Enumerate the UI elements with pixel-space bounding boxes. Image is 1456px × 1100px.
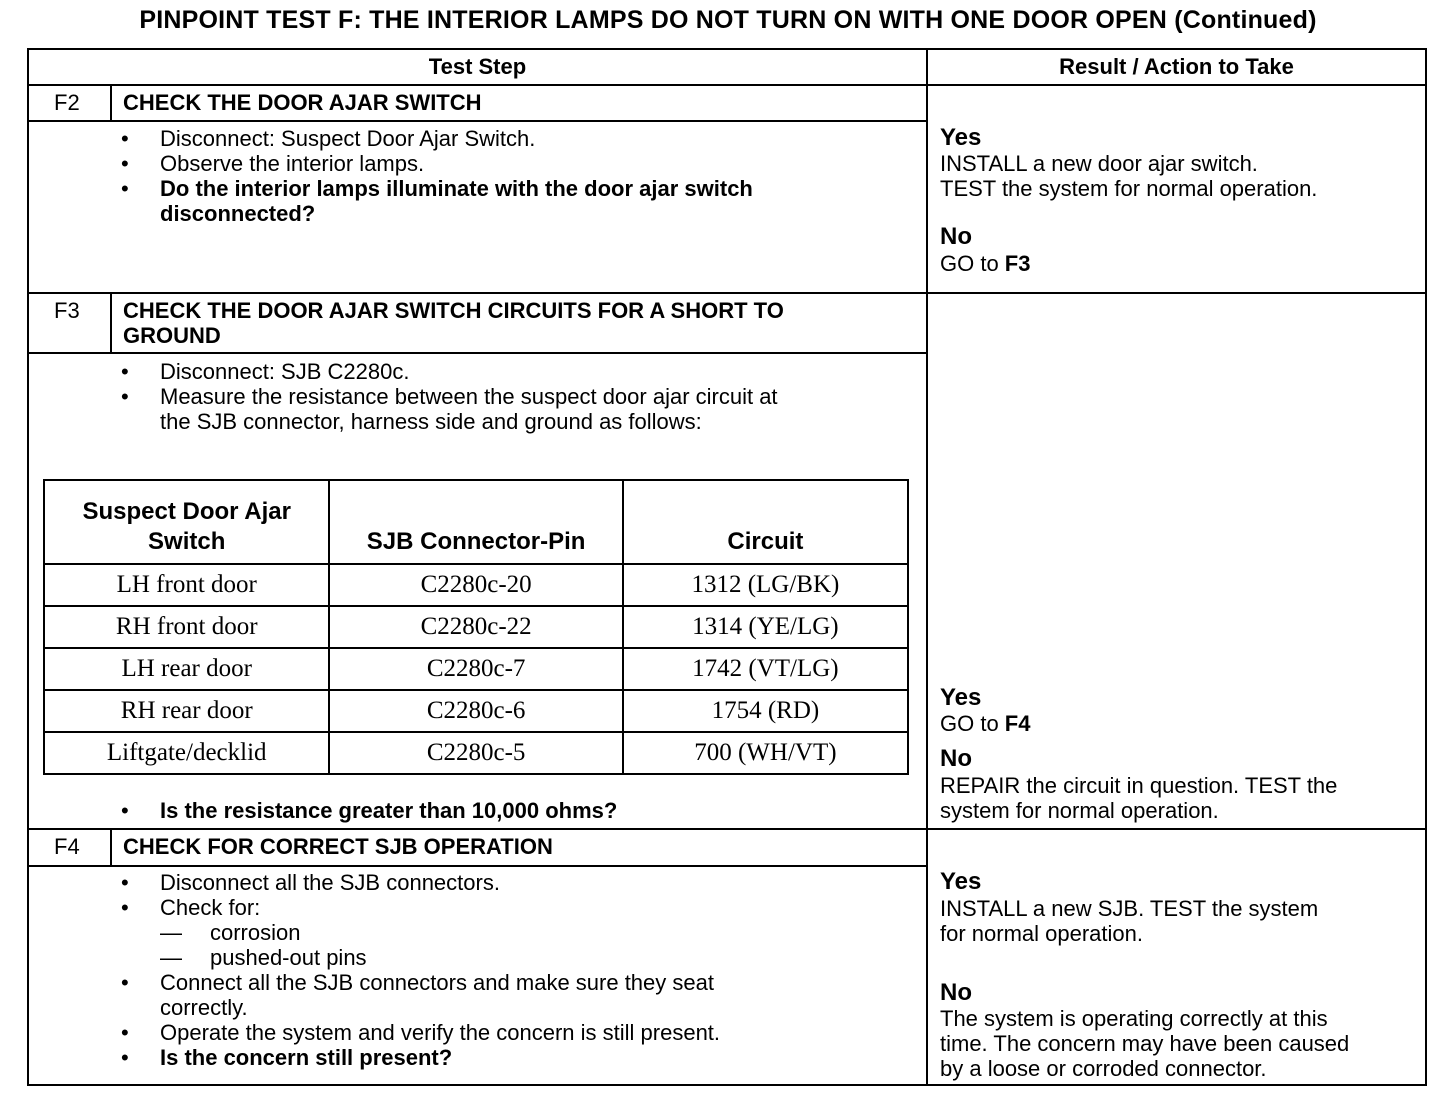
f4-id-divider bbox=[110, 828, 112, 866]
bullet-icon: • bbox=[121, 870, 129, 895]
f4-step-2: Check for: bbox=[160, 895, 261, 920]
f2-heading-rule bbox=[27, 120, 927, 122]
column-divider bbox=[926, 48, 928, 1086]
bullet-icon: • bbox=[121, 384, 129, 409]
bullet-icon: • bbox=[121, 895, 129, 920]
f4-no-line-3: by a loose or corroded connector. bbox=[940, 1056, 1267, 1081]
col-circuit: Circuit bbox=[623, 480, 908, 564]
f3-heading-rule bbox=[27, 352, 927, 354]
f4-sub-2: pushed-out pins bbox=[210, 945, 367, 970]
f3-yes-label: Yes bbox=[940, 684, 982, 711]
f2-bottom-rule bbox=[27, 292, 1427, 294]
table-row bbox=[44, 648, 908, 690]
col-connector-pin: SJB Connector-Pin bbox=[329, 480, 622, 564]
f4-step-1: Disconnect all the SJB connectors. bbox=[160, 870, 500, 895]
switch-cell: RH rear door bbox=[44, 690, 329, 732]
circuit-cell: 1754 (RD) bbox=[623, 690, 908, 732]
f3-yes-ref: F4 bbox=[1004, 711, 1031, 736]
pin-cell: C2280c-5 bbox=[329, 732, 622, 774]
f3-heading-line-1: CHECK THE DOOR AJAR SWITCH CIRCUITS FOR A SHORT TO bbox=[123, 298, 784, 323]
f3-no-label: No bbox=[940, 745, 972, 772]
f4-step-id: F4 bbox=[54, 834, 80, 859]
switch-cell: LH front door bbox=[44, 564, 329, 606]
col-suspect-switch bbox=[44, 480, 329, 564]
circuit-cell: 1742 (VT/LG) bbox=[623, 648, 908, 690]
f4-no-line-1: The system is operating correctly at this bbox=[940, 1006, 1328, 1031]
pin-cell: C2280c-22 bbox=[329, 606, 622, 648]
f2-no-action bbox=[940, 251, 1030, 276]
f4-heading-rule bbox=[27, 865, 927, 867]
f3-no-line-2: system for normal operation. bbox=[940, 798, 1219, 823]
f3-yes-text: GO to bbox=[940, 711, 1005, 736]
f2-no-label: No bbox=[940, 223, 972, 250]
bullet-icon: • bbox=[121, 359, 129, 384]
connector-pin-table bbox=[43, 479, 909, 775]
table-row bbox=[44, 564, 908, 606]
bullet-icon: • bbox=[121, 970, 129, 995]
f2-id-divider bbox=[110, 84, 112, 121]
f4-step-4: Operate the system and verify the concern is still present. bbox=[160, 1020, 721, 1045]
f4-sub-1: corrosion bbox=[210, 920, 301, 945]
circuit-cell: 1312 (LG/BK) bbox=[623, 564, 908, 606]
f3-id-divider bbox=[110, 292, 112, 353]
f2-yes-line-2: TEST the system for normal operation. bbox=[940, 176, 1318, 201]
f2-step-1: Disconnect: Suspect Door Ajar Switch. bbox=[160, 126, 536, 151]
col-suspect-switch-line-2: Switch bbox=[148, 528, 226, 555]
f2-no-ref: F3 bbox=[1004, 251, 1031, 276]
f4-yes-line-2: for normal operation. bbox=[940, 921, 1143, 946]
f4-step-3-line-2: correctly. bbox=[160, 995, 248, 1020]
switch-cell: RH front door bbox=[44, 606, 329, 648]
bullet-icon: • bbox=[121, 126, 129, 151]
f3-step-2-line-2: the SJB connector, harness side and ground as follows: bbox=[160, 409, 702, 434]
table-row bbox=[44, 690, 908, 732]
f4-yes-label: Yes bbox=[940, 868, 982, 895]
bullet-icon: • bbox=[121, 176, 129, 201]
f2-question-line-2: disconnected? bbox=[160, 201, 316, 226]
header-rule bbox=[27, 84, 1427, 86]
dash-icon: — bbox=[160, 945, 182, 970]
pin-cell: C2280c-6 bbox=[329, 690, 622, 732]
f4-yes-line-1: INSTALL a new SJB. TEST the system bbox=[940, 896, 1319, 921]
bullet-icon: • bbox=[121, 151, 129, 176]
switch-cell: LH rear door bbox=[44, 648, 329, 690]
f2-yes-line-1: INSTALL a new door ajar switch. bbox=[940, 151, 1258, 176]
dash-icon: — bbox=[160, 920, 182, 945]
table-row bbox=[44, 732, 908, 774]
f2-question-line-1: Do the interior lamps illuminate with the door ajar switch bbox=[160, 176, 753, 201]
f2-yes-label: Yes bbox=[940, 124, 982, 151]
bullet-icon: • bbox=[121, 798, 129, 823]
f3-yes-action bbox=[940, 711, 1030, 736]
circuit-cell: 1314 (YE/LG) bbox=[623, 606, 908, 648]
f3-no-line-1: REPAIR the circuit in question. TEST the bbox=[940, 773, 1338, 798]
bullet-icon: • bbox=[121, 1045, 129, 1070]
f4-no-line-2: time. The concern may have been caused bbox=[940, 1031, 1350, 1056]
switch-cell: Liftgate/decklid bbox=[44, 732, 329, 774]
f4-question: Is the concern still present? bbox=[160, 1045, 453, 1070]
table-header-row bbox=[44, 480, 908, 564]
f3-step-id: F3 bbox=[54, 298, 80, 323]
col-suspect-switch-line-1: Suspect Door Ajar bbox=[82, 498, 291, 525]
pin-cell: C2280c-7 bbox=[329, 648, 622, 690]
f4-heading: CHECK FOR CORRECT SJB OPERATION bbox=[123, 834, 553, 859]
f3-bottom-rule bbox=[27, 828, 1427, 830]
f3-question: Is the resistance greater than 10,000 ohms? bbox=[160, 798, 618, 823]
circuit-cell: 700 (WH/VT) bbox=[623, 732, 908, 774]
f2-no-text: GO to bbox=[940, 251, 1005, 276]
f3-step-1: Disconnect: SJB C2280c. bbox=[160, 359, 410, 384]
f3-step-2-line-1: Measure the resistance between the suspect door ajar circuit at bbox=[160, 384, 778, 409]
page-title: PINPOINT TEST F: THE INTERIOR LAMPS DO NOT TURN ON WITH ONE DOOR OPEN (Continued) bbox=[139, 6, 1317, 34]
result-header: Result / Action to Take bbox=[1059, 54, 1294, 79]
f4-no-label: No bbox=[940, 979, 972, 1006]
f2-step-id: F2 bbox=[54, 90, 80, 115]
f3-heading-line-2: GROUND bbox=[123, 323, 221, 348]
test-step-header: Test Step bbox=[428, 54, 527, 79]
pin-cell: C2280c-20 bbox=[329, 564, 622, 606]
f2-step-2: Observe the interior lamps. bbox=[160, 151, 425, 176]
table-row bbox=[44, 606, 908, 648]
f2-heading: CHECK THE DOOR AJAR SWITCH bbox=[123, 90, 482, 115]
bullet-icon: • bbox=[121, 1020, 129, 1045]
f4-step-3-line-1: Connect all the SJB connectors and make sure they seat bbox=[160, 970, 714, 995]
